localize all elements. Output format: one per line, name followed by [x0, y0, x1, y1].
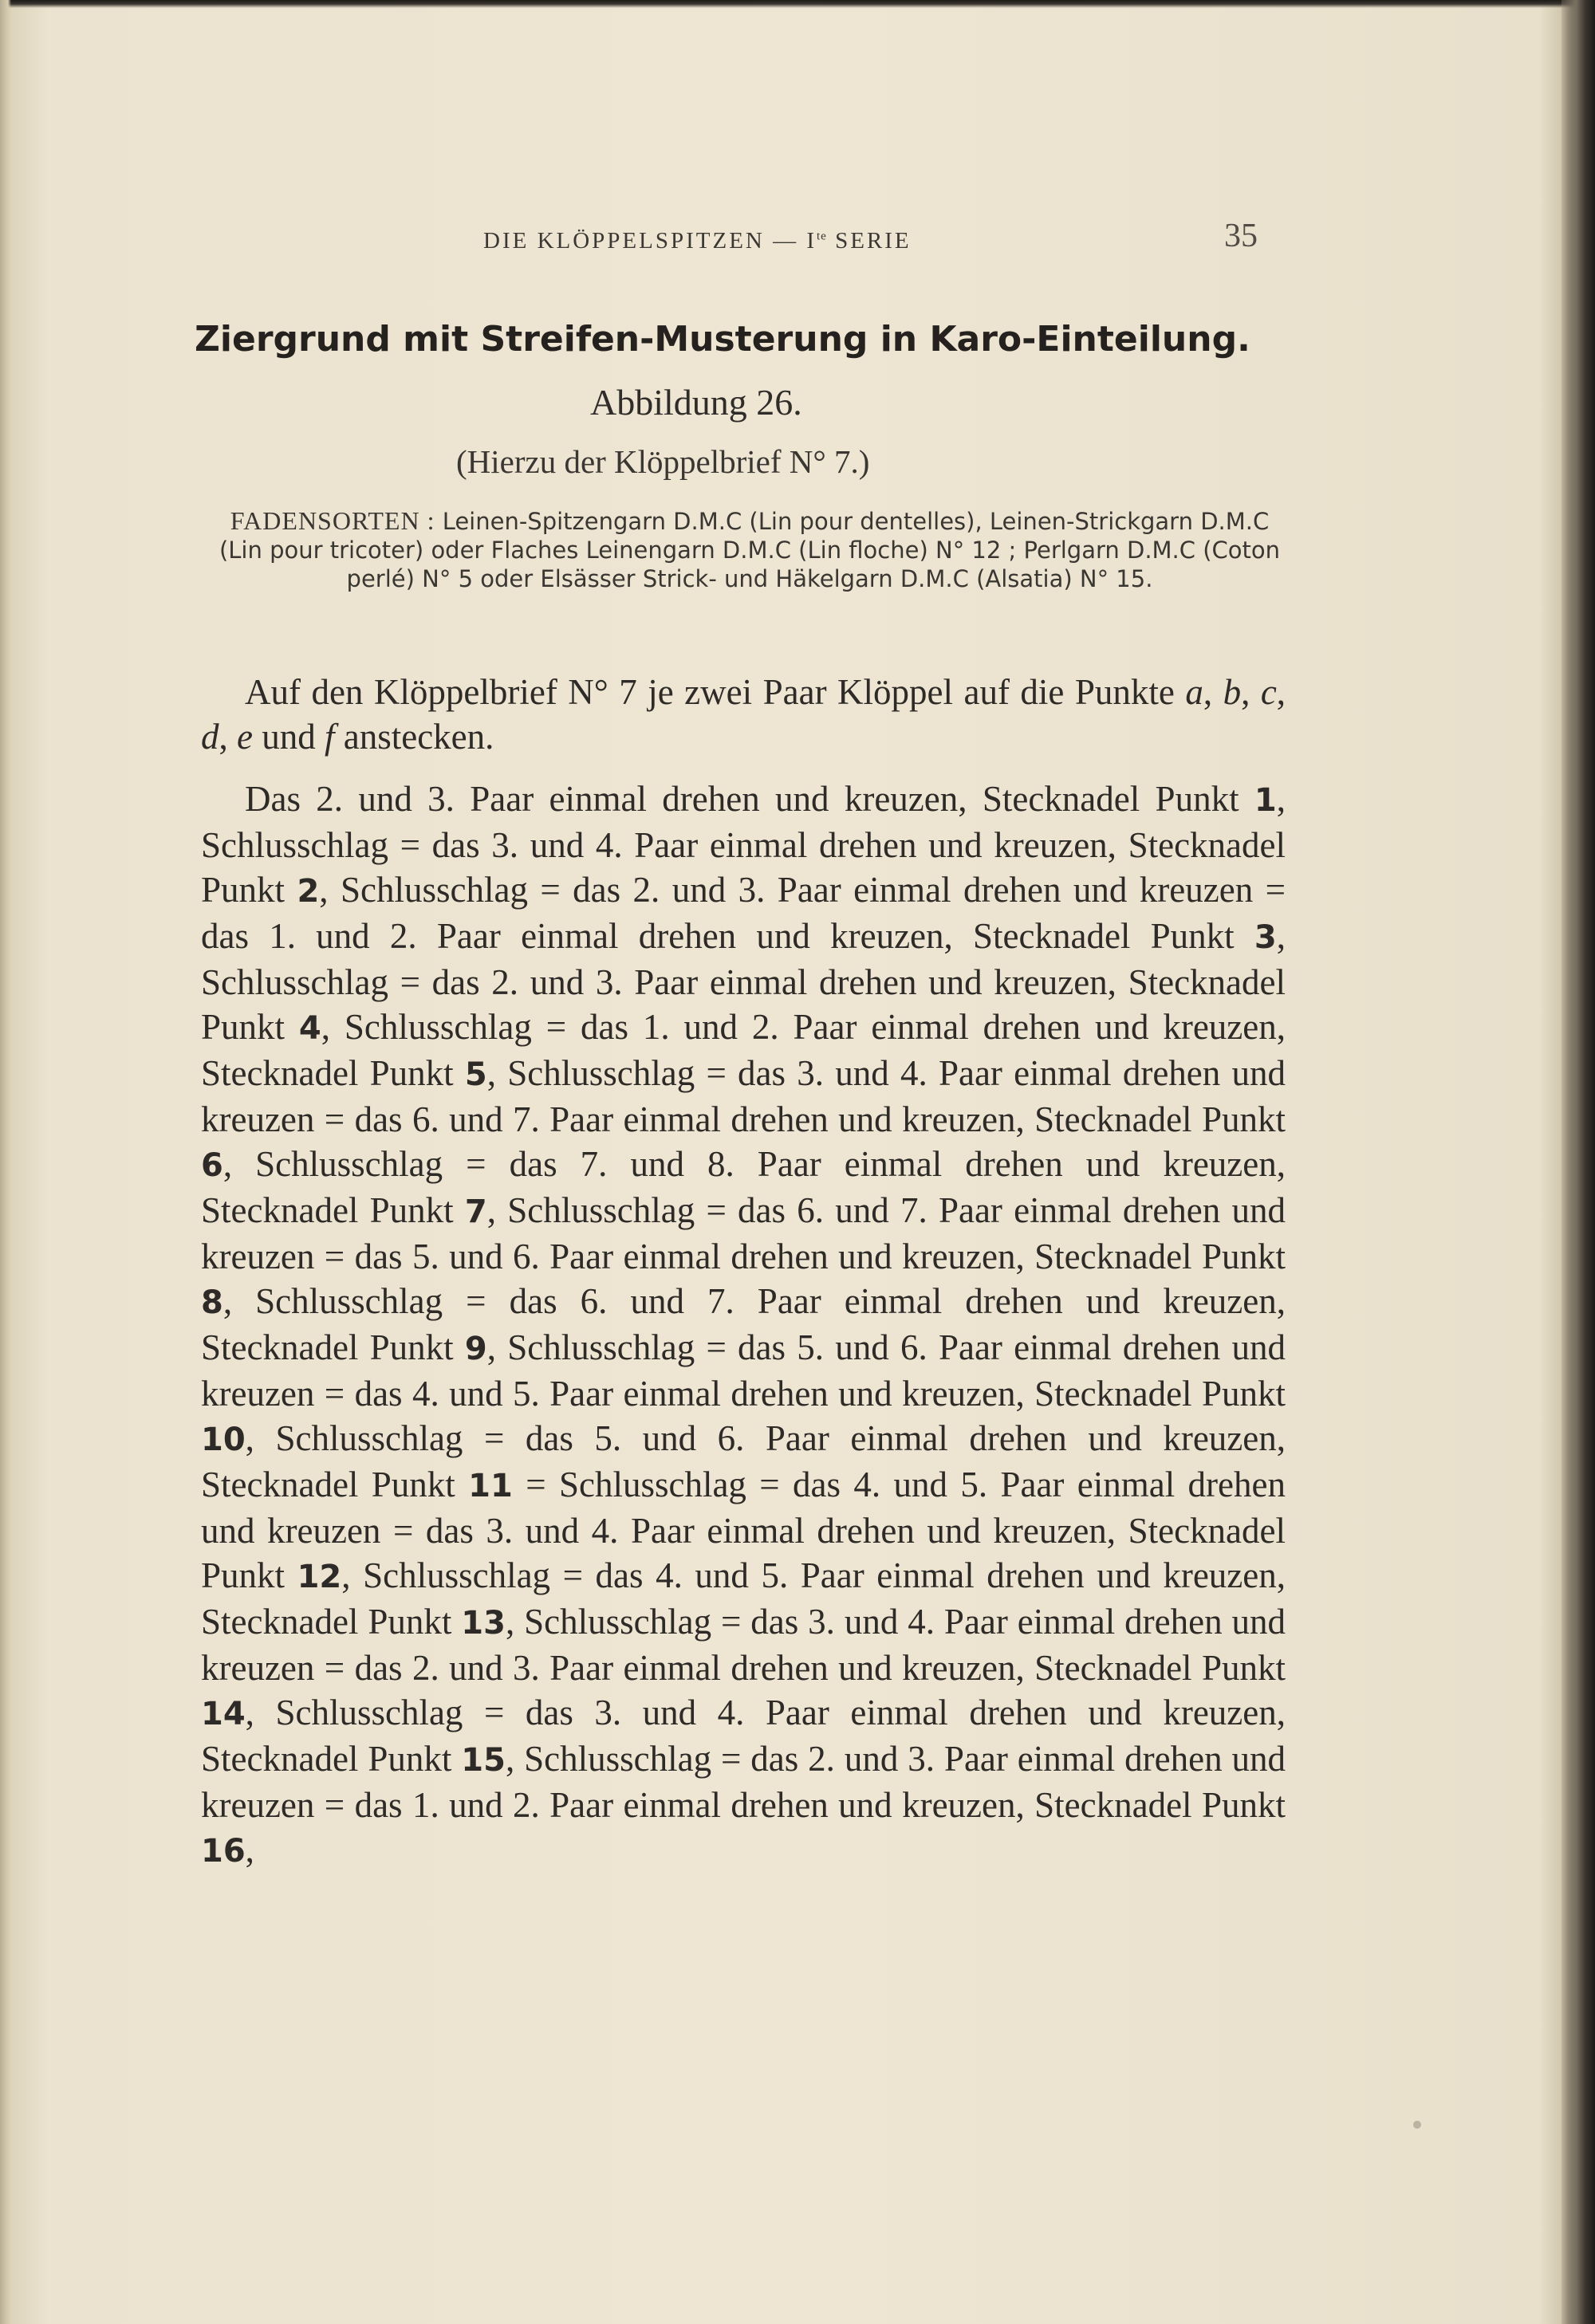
- pin-point-number: 9: [464, 1331, 487, 1367]
- figure-reference: Abbildung 26.: [590, 382, 802, 423]
- page-top-edge: [0, 0, 1595, 8]
- page-left-edge: [0, 0, 11, 2324]
- book-page: [191, 199, 1308, 1870]
- instructions: [201, 670, 1286, 1874]
- pin-point-number: 10: [201, 1422, 246, 1458]
- pin-point-number: 15: [461, 1742, 506, 1779]
- pin-point-number: 5: [464, 1056, 487, 1093]
- running-header: [191, 199, 1308, 254]
- section-title: Ziergrund mit Streifen-Musterung in Karo-Einteilung.: [195, 319, 1250, 360]
- pin-point-number: 13: [461, 1605, 506, 1642]
- pin-point-number: 6: [201, 1147, 223, 1184]
- pin-point-number: 8: [201, 1284, 223, 1321]
- paper-speck: [1413, 2121, 1421, 2129]
- pin-point-number: 1: [1254, 782, 1277, 819]
- pattern-letter-reference: (Hierzu der Klöppelbrief N° 7.): [456, 443, 870, 480]
- intro-paragraph: Auf den Klöppelbrief N° 7 je zwei Paar Klöppel auf die Punkte a, b, c, d, e und f anstecken.: [201, 672, 1286, 757]
- thread-types-text: Leinen-Spitzengarn D.M.C (Lin pour dentelles), Leinen-Strickgarn D.M.C (Lin pour tricoter) oder Flaches Leinengarn D.M.C (Lin floche) N° 12 ; Perlgarn D.M.C (Coton perlé) N° 5 oder Elsässer Strick- und Häkelgarn D.M.C (Alsatia) N° 15.: [219, 508, 1281, 592]
- running-title: DIE KLÖPPELSPITZEN — $I^{te}$ SERIE: [483, 228, 912, 254]
- thread-types-label: FADENSORTEN :: [230, 506, 435, 535]
- pin-point-number: 12: [297, 1559, 342, 1595]
- pin-point-number: 2: [297, 873, 320, 910]
- pin-point-number: 3: [1254, 919, 1277, 956]
- thread-types: [207, 506, 1292, 593]
- pin-point-number: 7: [464, 1193, 487, 1230]
- pin-point-number: 14: [201, 1696, 246, 1732]
- pin-point-number: 16: [201, 1833, 246, 1870]
- pin-point-number: 4: [298, 1010, 321, 1047]
- steps-paragraph: Das 2. und 3. Paar einmal drehen und kreuzen, Stecknadel Punkt 1, Schlusschlag = das 3. und 4. Paar einmal drehen und kreuzen, Stecknadel Punkt 2, Schlusschlag = das 2. und 3. Paar einmal drehen und kreuzen = das 1. und 2. Paar einmal drehen und kreuzen, Stecknadel Punkt 3, Schlusschlag = das 2. und 3. Paar einmal drehen und kreuzen, Stecknadel Punkt 4, Schlusschlag = das 1. und 2. Paar einmal drehen und kreuzen, Stecknadel Punkt 5, Schlusschlag = das 3. und 4. Paar einmal drehen und kreuzen = das 6. und 7. Paar einmal drehen und kreuzen, Stecknadel Punkt 6, Schlusschlag = das 7. und 8. Paar einmal drehen und kreuzen, Stecknadel Punkt 7, Schlusschlag = das 6. und 7. Paar einmal drehen und kreuzen = das 5. und 6. Paar einmal drehen und kreuzen, Stecknadel Punkt 8, Schlusschlag = das 6. und 7. Paar einmal drehen und kreuzen, Stecknadel Punkt 9, Schlusschlag = das 5. und 6. Paar einmal drehen und kreuzen = das 4. und 5. Paar einmal drehen und kreuzen, Stecknadel Punkt 10, Schlusschlag = das 5. und 6. Paar einmal drehen und kreuzen, Stecknadel Punkt 11 = Schlusschlag = das 4. und 5. Paar einmal drehen und kreuzen = das 3. und 4. Paar einmal drehen und kreuzen, Stecknadel Punkt 12, Schlusschlag = das 4. und 5. Paar einmal drehen und kreuzen, Stecknadel Punkt 13, Schlusschlag = das 3. und 4. Paar einmal drehen und kreuzen = das 2. und 3. Paar einmal drehen und kreuzen, Stecknadel Punkt 14, Schlusschlag = das 3. und 4. Paar einmal drehen und kreuzen, Stecknadel Punkt 15, Schlusschlag = das 2. und 3. Paar einmal drehen und kreuzen = das 1. und 2. Paar einmal drehen und kreuzen, Stecknadel Punkt 16,: [201, 779, 1286, 1870]
- pin-point-number: 11: [468, 1468, 513, 1504]
- binding-shadow: [1562, 0, 1595, 2324]
- page-number: 35: [1224, 218, 1258, 254]
